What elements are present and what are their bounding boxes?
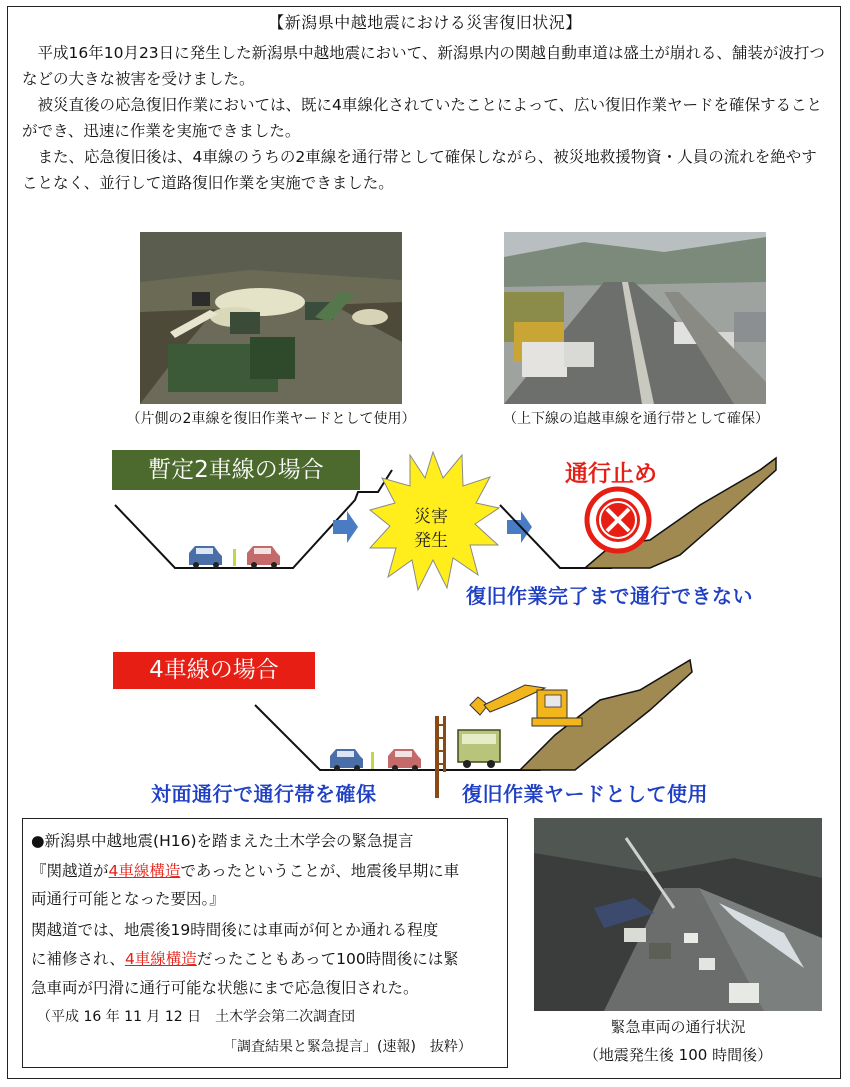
box-text-line-5: 急車両が円滑に通行可能な状態にまで応急復旧された。: [31, 979, 419, 997]
cannot-pass-label: 復旧作業完了まで通行できない: [466, 584, 753, 608]
photo-caption-left: （片側の2車線を復旧作業ヤードとして使用）: [126, 411, 416, 427]
recommendation-box: [22, 818, 508, 1068]
intro-paragraph-3: [22, 144, 828, 196]
photo-emergency-vehicles: [534, 818, 822, 1011]
box-source-line-1: （平成 16 年 11 月 12 日 土木学会第二次調査団: [37, 1009, 356, 1025]
no-entry-icon: [587, 489, 649, 551]
car-icon: [388, 749, 421, 771]
photo-traffic-lanes: [504, 232, 766, 404]
disaster-label: 災害 発生: [414, 507, 448, 551]
box-quote-line-2: 両通行可能となった要因。』: [31, 890, 225, 908]
photo-caption-bottom-1: 緊急車両の通行状況: [610, 1018, 746, 1036]
road-diagram: [0, 440, 850, 810]
intro-paragraph-1: [22, 40, 828, 92]
intro-paragraph-2: [22, 92, 828, 144]
box-text-line-3: 関越道では、地震後19時間後には車両が何とか通れる程度: [31, 921, 439, 939]
closure-label: 通行止め: [565, 461, 657, 487]
photo-caption-right: （上下線の追越車線を通行帯として確保）: [503, 411, 769, 427]
case-2lane-label: 暫定2車線の場合: [112, 450, 360, 490]
barrier-fence: [435, 716, 446, 798]
photo-work-yard: [140, 232, 402, 404]
box-text-line-4: に補修され、4車線構造だったこともあって100時間後には緊: [31, 950, 459, 968]
arrow-right-icon: [333, 511, 358, 543]
page-title: 【新潟県中越地震における災害復旧状況】: [268, 13, 582, 32]
paragraph-text: また、応急復旧後は、4車線のうちの2車線を通行帯として確保しながら、被災地救援物資・人員の流れを絶やすことなく、並行して道路復旧作業を実施できました。: [22, 148, 817, 192]
median-post: [371, 752, 374, 769]
photo-caption-bottom-2: （地震発生後 100 時間後）: [583, 1046, 773, 1064]
box-heading: ●新潟県中越地震(H16)を踏まえた土木学会の緊急提言: [31, 832, 414, 850]
truck-icon: [458, 730, 500, 768]
car-icon: [247, 546, 280, 568]
excavator-icon: [470, 685, 582, 726]
work-yard-label: 復旧作業ヤードとして使用: [462, 782, 708, 806]
paragraph-text: 平成16年10月23日に発生した新潟県中越地震において、新潟県内の関越自動車道は盛土が崩れる、舗装が波打つなどの大きな被害を受けました。: [22, 44, 825, 88]
paragraph-text: 被災直後の応急復旧作業においては、既に4車線化されていたことによって、広い復旧作業ヤードを確保することができ、迅速に作業を実施できました。: [22, 96, 823, 140]
car-icon: [189, 546, 222, 568]
box-quote-line-1: 『関越道が4車線構造であったということが、地震後早期に車: [31, 862, 460, 880]
two-way-traffic-label: 対面通行で通行帯を確保: [151, 782, 377, 806]
car-icon: [330, 749, 363, 771]
box-source-line-2: 「調査結果と緊急提言」(速報) 抜粋）: [223, 1039, 472, 1055]
case-4lane-label: 4車線の場合: [113, 652, 315, 689]
median-post: [233, 549, 236, 566]
